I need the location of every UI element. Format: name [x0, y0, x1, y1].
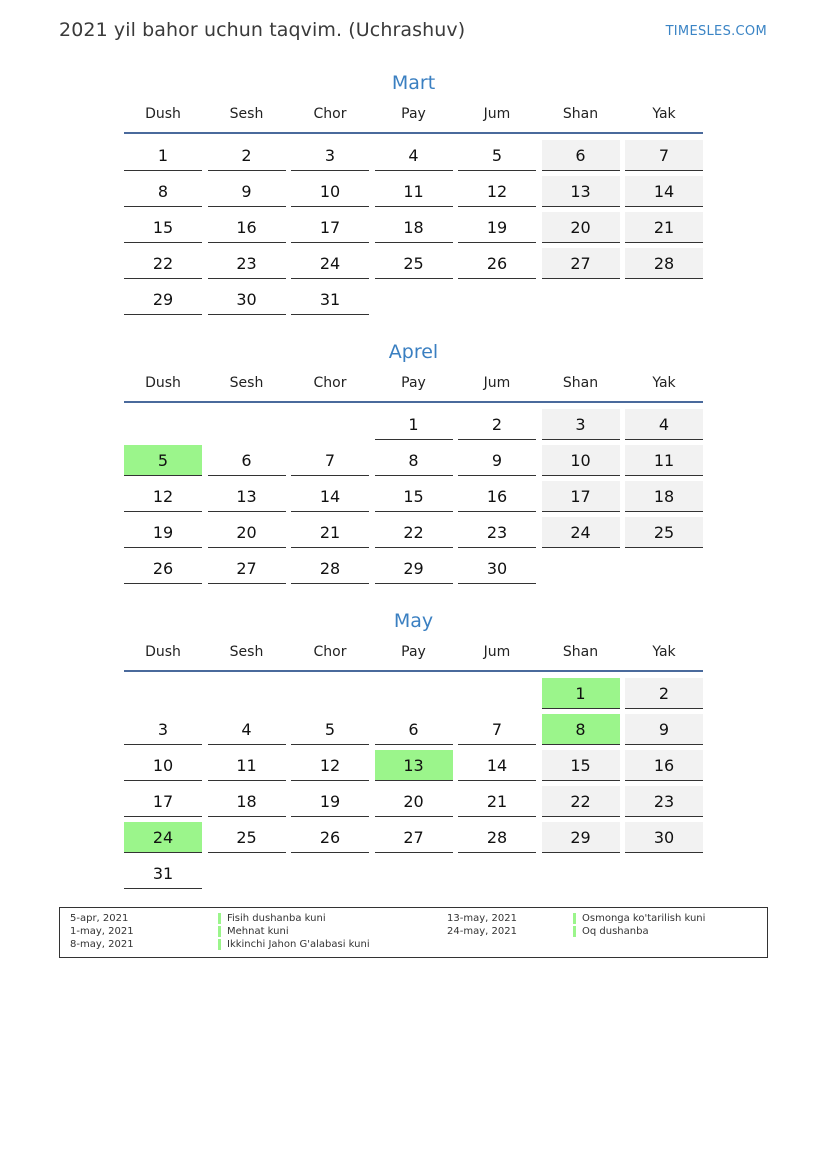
- day-cell[interactable]: 5: [458, 140, 536, 171]
- weekday-label: Dush: [145, 375, 181, 391]
- day-cell[interactable]: 7: [625, 140, 703, 171]
- day-cell[interactable]: 7: [458, 714, 536, 745]
- weekday-label: Yak: [652, 644, 676, 660]
- day-cell[interactable]: 4: [375, 140, 453, 171]
- empty-cell: [208, 409, 286, 439]
- day-cell[interactable]: 31: [291, 284, 369, 315]
- day-cell[interactable]: 2: [208, 140, 286, 171]
- day-cell[interactable]: 25: [208, 822, 286, 853]
- weekday-label: Chor: [313, 644, 347, 660]
- day-cell[interactable]: 26: [291, 822, 369, 853]
- day-cell[interactable]: 12: [458, 176, 536, 207]
- day-cell[interactable]: 4: [625, 409, 703, 440]
- day-cell[interactable]: 21: [625, 212, 703, 243]
- holiday-day-cell[interactable]: 24: [124, 822, 202, 853]
- day-cell[interactable]: 20: [208, 517, 286, 548]
- legend-date: 5-apr, 2021: [70, 913, 129, 924]
- empty-cell: [124, 409, 202, 439]
- day-cell[interactable]: 26: [458, 248, 536, 279]
- day-cell[interactable]: 21: [291, 517, 369, 548]
- holiday-day-cell[interactable]: 13: [375, 750, 453, 781]
- day-cell[interactable]: 11: [208, 750, 286, 781]
- day-cell[interactable]: 21: [458, 786, 536, 817]
- day-cell[interactable]: 18: [375, 212, 453, 243]
- empty-cell: [375, 678, 453, 708]
- day-cell[interactable]: 17: [542, 481, 620, 512]
- weekday-label: Yak: [652, 375, 676, 391]
- day-cell[interactable]: 23: [208, 248, 286, 279]
- day-cell[interactable]: 30: [208, 284, 286, 315]
- weekday-label: Pay: [401, 644, 426, 660]
- weekday-header: [124, 373, 703, 393]
- day-cell[interactable]: 15: [124, 212, 202, 243]
- day-cell[interactable]: 30: [625, 822, 703, 853]
- day-cell[interactable]: 5: [291, 714, 369, 745]
- day-cell[interactable]: 10: [542, 445, 620, 476]
- empty-cell: [124, 678, 202, 708]
- holiday-day-cell[interactable]: 5: [124, 445, 202, 476]
- weekday-label: Jum: [483, 106, 511, 122]
- weekday-label: Jum: [483, 644, 511, 660]
- day-cell[interactable]: 20: [375, 786, 453, 817]
- legend-date: 13-may, 2021: [447, 913, 517, 924]
- day-cell[interactable]: 25: [375, 248, 453, 279]
- weekday-header: [124, 642, 703, 662]
- legend-holiday-name: Fisih dushanba kuni: [218, 913, 326, 924]
- day-cell[interactable]: 12: [291, 750, 369, 781]
- day-cell[interactable]: 3: [542, 409, 620, 440]
- empty-cell: [291, 409, 369, 439]
- month-may: [124, 608, 703, 889]
- day-cell[interactable]: 25: [625, 517, 703, 548]
- header-rule: [124, 132, 703, 134]
- day-cell[interactable]: 4: [208, 714, 286, 745]
- day-cell[interactable]: 10: [291, 176, 369, 207]
- month-name: Aprel: [388, 341, 439, 363]
- day-cell[interactable]: 2: [458, 409, 536, 440]
- day-grid: [124, 678, 703, 889]
- weekday-label: Sesh: [229, 375, 264, 391]
- weekday-header: [124, 104, 703, 124]
- day-cell[interactable]: 30: [458, 553, 536, 584]
- weekday-label: Pay: [401, 375, 426, 391]
- day-cell[interactable]: 27: [542, 248, 620, 279]
- day-cell[interactable]: 23: [625, 786, 703, 817]
- day-cell[interactable]: 1: [124, 140, 202, 171]
- month-mart: [124, 70, 703, 315]
- day-cell[interactable]: 8: [375, 445, 453, 476]
- weekday-label: Pay: [401, 106, 426, 122]
- holiday-legend: [59, 907, 768, 958]
- weekday-label: Sesh: [229, 106, 264, 122]
- day-cell[interactable]: 22: [375, 517, 453, 548]
- weekday-label: Shan: [562, 106, 599, 122]
- day-cell[interactable]: 19: [291, 786, 369, 817]
- day-cell[interactable]: 3: [291, 140, 369, 171]
- day-cell[interactable]: 17: [291, 212, 369, 243]
- day-cell[interactable]: 11: [625, 445, 703, 476]
- empty-cell: [458, 678, 536, 708]
- day-cell[interactable]: 15: [542, 750, 620, 781]
- month-aprel: [124, 339, 703, 584]
- day-cell[interactable]: 29: [542, 822, 620, 853]
- day-cell[interactable]: 26: [124, 553, 202, 584]
- page-title: 2021 yil bahor uchun taqvim. (Uchrashuv): [59, 19, 466, 41]
- legend-holiday-name: Oq dushanba: [573, 926, 649, 937]
- day-cell[interactable]: 13: [542, 176, 620, 207]
- day-cell[interactable]: 16: [208, 212, 286, 243]
- day-cell[interactable]: 19: [124, 517, 202, 548]
- day-grid: [124, 409, 703, 584]
- day-cell[interactable]: 14: [625, 176, 703, 207]
- day-cell[interactable]: 24: [542, 517, 620, 548]
- month-name: May: [393, 610, 434, 632]
- day-cell[interactable]: 7: [291, 445, 369, 476]
- day-cell[interactable]: 22: [542, 786, 620, 817]
- weekday-label: Shan: [562, 375, 599, 391]
- day-cell[interactable]: 14: [291, 481, 369, 512]
- day-cell[interactable]: 16: [625, 750, 703, 781]
- day-cell[interactable]: 6: [542, 140, 620, 171]
- day-cell[interactable]: 10: [124, 750, 202, 781]
- day-cell[interactable]: 3: [124, 714, 202, 745]
- weekday-label: Jum: [483, 375, 511, 391]
- day-cell[interactable]: 18: [625, 481, 703, 512]
- day-cell[interactable]: 6: [375, 714, 453, 745]
- legend-holiday-name: Osmonga ko'tarilish kuni: [573, 913, 705, 924]
- legend-date: 8-may, 2021: [70, 939, 134, 950]
- day-cell[interactable]: 16: [458, 481, 536, 512]
- brand-link[interactable]: TIMESLES.COM: [665, 24, 767, 39]
- day-cell[interactable]: 20: [542, 212, 620, 243]
- day-cell[interactable]: 9: [458, 445, 536, 476]
- day-cell[interactable]: 9: [208, 176, 286, 207]
- day-cell[interactable]: 13: [208, 481, 286, 512]
- weekday-label: Dush: [145, 106, 181, 122]
- weekday-label: Yak: [652, 106, 676, 122]
- legend-date: 1-may, 2021: [70, 926, 134, 937]
- header-rule: [124, 401, 703, 403]
- weekday-label: Sesh: [229, 644, 264, 660]
- empty-cell: [291, 678, 369, 708]
- weekday-label: Dush: [145, 644, 181, 660]
- day-cell[interactable]: 22: [124, 248, 202, 279]
- day-cell[interactable]: 2: [625, 678, 703, 709]
- day-grid: [124, 140, 703, 315]
- day-cell[interactable]: 28: [291, 553, 369, 584]
- day-cell[interactable]: 31: [124, 858, 202, 889]
- day-cell[interactable]: 9: [625, 714, 703, 745]
- day-cell[interactable]: 27: [375, 822, 453, 853]
- holiday-day-cell[interactable]: 8: [542, 714, 620, 745]
- day-cell[interactable]: 18: [208, 786, 286, 817]
- day-cell[interactable]: 29: [124, 284, 202, 315]
- day-cell[interactable]: 12: [124, 481, 202, 512]
- day-cell[interactable]: 15: [375, 481, 453, 512]
- weekday-label: Shan: [562, 644, 599, 660]
- empty-cell: [208, 678, 286, 708]
- weekday-label: Chor: [313, 106, 347, 122]
- header-rule: [124, 670, 703, 672]
- legend-holiday-name: Ikkinchi Jahon G'alabasi kuni: [218, 939, 370, 950]
- day-cell[interactable]: 28: [458, 822, 536, 853]
- day-cell[interactable]: 23: [458, 517, 536, 548]
- day-cell[interactable]: 28: [625, 248, 703, 279]
- day-cell[interactable]: 29: [375, 553, 453, 584]
- month-name: Mart: [391, 72, 436, 94]
- holiday-day-cell[interactable]: 1: [542, 678, 620, 709]
- day-cell[interactable]: 8: [124, 176, 202, 207]
- day-cell[interactable]: 1: [375, 409, 453, 440]
- day-cell[interactable]: 6: [208, 445, 286, 476]
- day-cell[interactable]: 17: [124, 786, 202, 817]
- day-cell[interactable]: 14: [458, 750, 536, 781]
- day-cell[interactable]: 24: [291, 248, 369, 279]
- legend-date: 24-may, 2021: [447, 926, 517, 937]
- day-cell[interactable]: 11: [375, 176, 453, 207]
- day-cell[interactable]: 19: [458, 212, 536, 243]
- weekday-label: Chor: [313, 375, 347, 391]
- day-cell[interactable]: 27: [208, 553, 286, 584]
- legend-holiday-name: Mehnat kuni: [218, 926, 289, 937]
